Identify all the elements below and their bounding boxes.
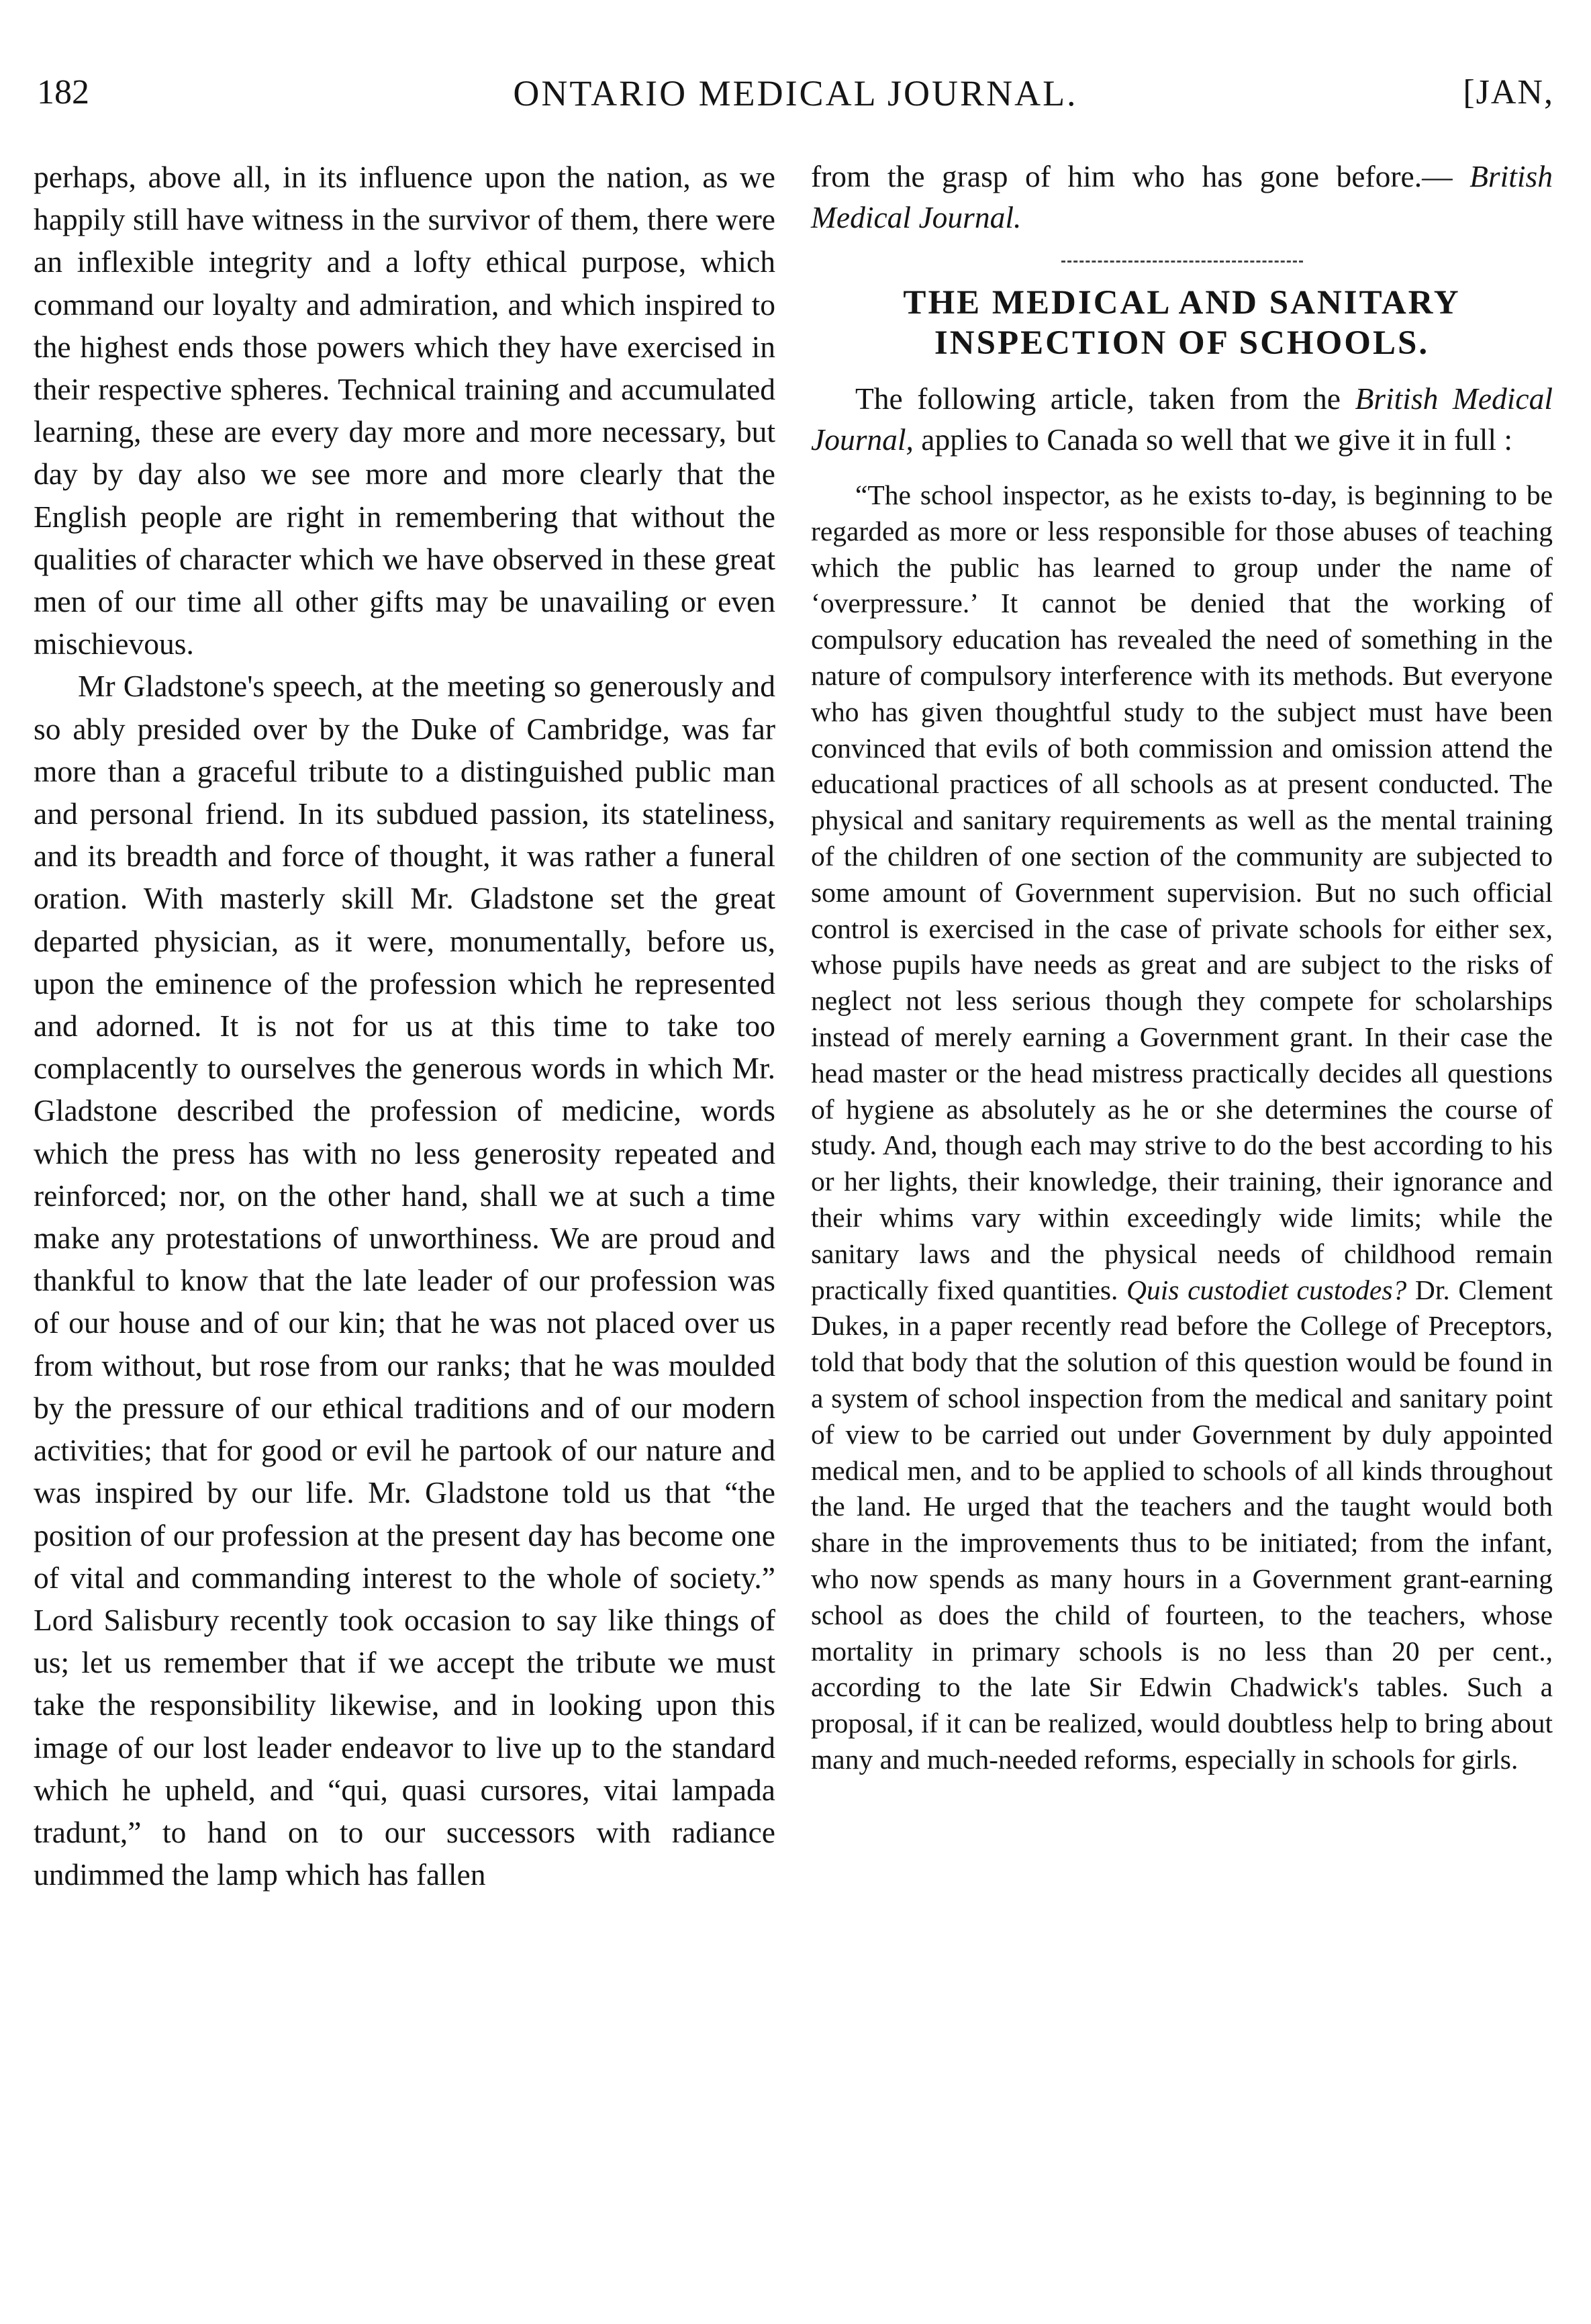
intro-text-before: The following article, taken from the — [855, 381, 1341, 416]
right-column — [811, 156, 1553, 1778]
continuation-text — [811, 156, 1553, 238]
intro-text-after: applies to Canada so well that we give it in full : — [921, 422, 1513, 457]
issue-date: [JAN, — [1463, 73, 1554, 111]
left-paragraph-2: Mr Gladstone's speech, at the meeting so generously and so ably presided over by the Duke of Cambridge, was far more than a graceful tribute to a distinguished public man and personal friend. In its subdued passion, its stateliness, and its breadth and force of thought, it was rather a funeral oration. With masterly skill Mr. Gladstone set the great departed physician, as it were, monumentally, before us, upon the eminence of the profession which he represented and adorned. It is not for us at this time to take too complacently to ourselves the generous words in which Mr. Gladstone described the profession of medicine, words which the press has with no less generosity repeated and reinforced; nor, on the other hand, shall we at such a time make any protestations of unworthiness. We are proud and thankful to know that the late leader of our profession was of our house and of our kin; that he was not placed over us from without, but rose from our ranks; that he was moulded by the pressure of our ethical traditions and of our modern activities; that for good or evil he partook of our nature and was inspired by our life. Mr. Gladstone told us that “the position of our profession at the present day has become one of vital and commanding interest to the whole of society.” Lord Salisbury recently took occasion to say like things of us; let us remember that if we accept the tribute we must take the responsibility likewise, and in looking upon this image of our lost leader endeavor to live up to the standard which he upheld, and “qui, quasi cursores, vitai lampada tradunt,” to hand on to our successors with radiance undimmed the lamp which has fallen — [34, 669, 775, 1892]
intro-journal-name: British Medical Journal, — [811, 381, 1553, 457]
quote-latin-phrase: Quis custodiet custodes? — [1126, 1274, 1407, 1305]
source-citation: British Medical Journal. — [811, 159, 1553, 234]
quoted-article-body — [811, 477, 1553, 1778]
left-paragraph-1: perhaps, above all, in its influence upon the nation, as we happily still have witness in the survivor of them, there were an inflexible integrity and a lofty ethical purpose, which command our loyalty and admiration, and which inspired to the highest ends those powers which they have exercised in their respective spheres. Technical training and accumulated learning, these are every day more and more necessary, but day by day also we see more and more clearly that the English people are right in remembering that without the qualities of character which we have observed in these great men of our time all other gifts may be unavailing or even mischievous. — [34, 160, 775, 661]
article-intro — [811, 378, 1553, 460]
page-number: 182 — [37, 73, 89, 111]
quote-part-1: “The school inspector, as he exists to-day, is beginning to be regarded as more or less responsible for those abuses of teaching which the public has learned to group under the name of ‘overpressure.’ It cannot be denied that the working of compulsory education has revealed the need of something in the nature of compulsory interference with its methods. But everyone who has given thoughtful study to the subject must have been convinced that evils of both commission and omission attend the educational practices of all schools as at present conducted. The physical and sanitary requirements as well as the mental training of the children of one section of the community are subjected to some amount of Government supervision. But no such official control is exercised in the case of private schools for either sex, whose pupils have needs as great and are subject to the risks of neglect not less serious though they compete for scholarships instead of merely earning a Government grant. In their case the head master or the head mistress practically decides all questions of hygiene as absolutely as he or she determines the course of study. And, though each may strive to do the best according to his or her lights, their knowledge, their training, their ignorance and their whims vary within exceedingly wide limits; while the sanitary laws and the physical needs of childhood remain practically fixed quantities. — [811, 479, 1553, 1305]
article-heading: THE MEDICAL AND SANITARY INSPECTION OF SCHOOLS. — [903, 284, 1461, 362]
quote-part-2: Dr. Clement Dukes, in a paper recently read before the College of Preceptors, told that body that the solution of this question would be found in a system of school inspection from the medical and sanitary point of view to be carried out under Government by duly appointed medical men, and to be applied to schools of all kinds throughout the land. He urged that the teachers and the taught would both share in the improvements thus to be initiated; from the infant, who now spends as many hours in a Government grant-earning school as does the child of fourteen, to the teachers, whose mortality in primary schools is no less than 20 per cent., according to the late Sir Edwin Chadwick's tables. Such a proposal, if it can be realized, would doubtless help to bring about many and much-needed reforms, especially in schools for girls. — [811, 1274, 1553, 1775]
journal-title: ONTARIO MEDICAL JOURNAL. — [513, 73, 1078, 113]
section-divider — [1061, 261, 1303, 263]
left-column — [34, 156, 775, 1896]
running-header — [37, 73, 1554, 133]
continuation-sentence: from the grasp of him who has gone before.— — [811, 159, 1453, 193]
